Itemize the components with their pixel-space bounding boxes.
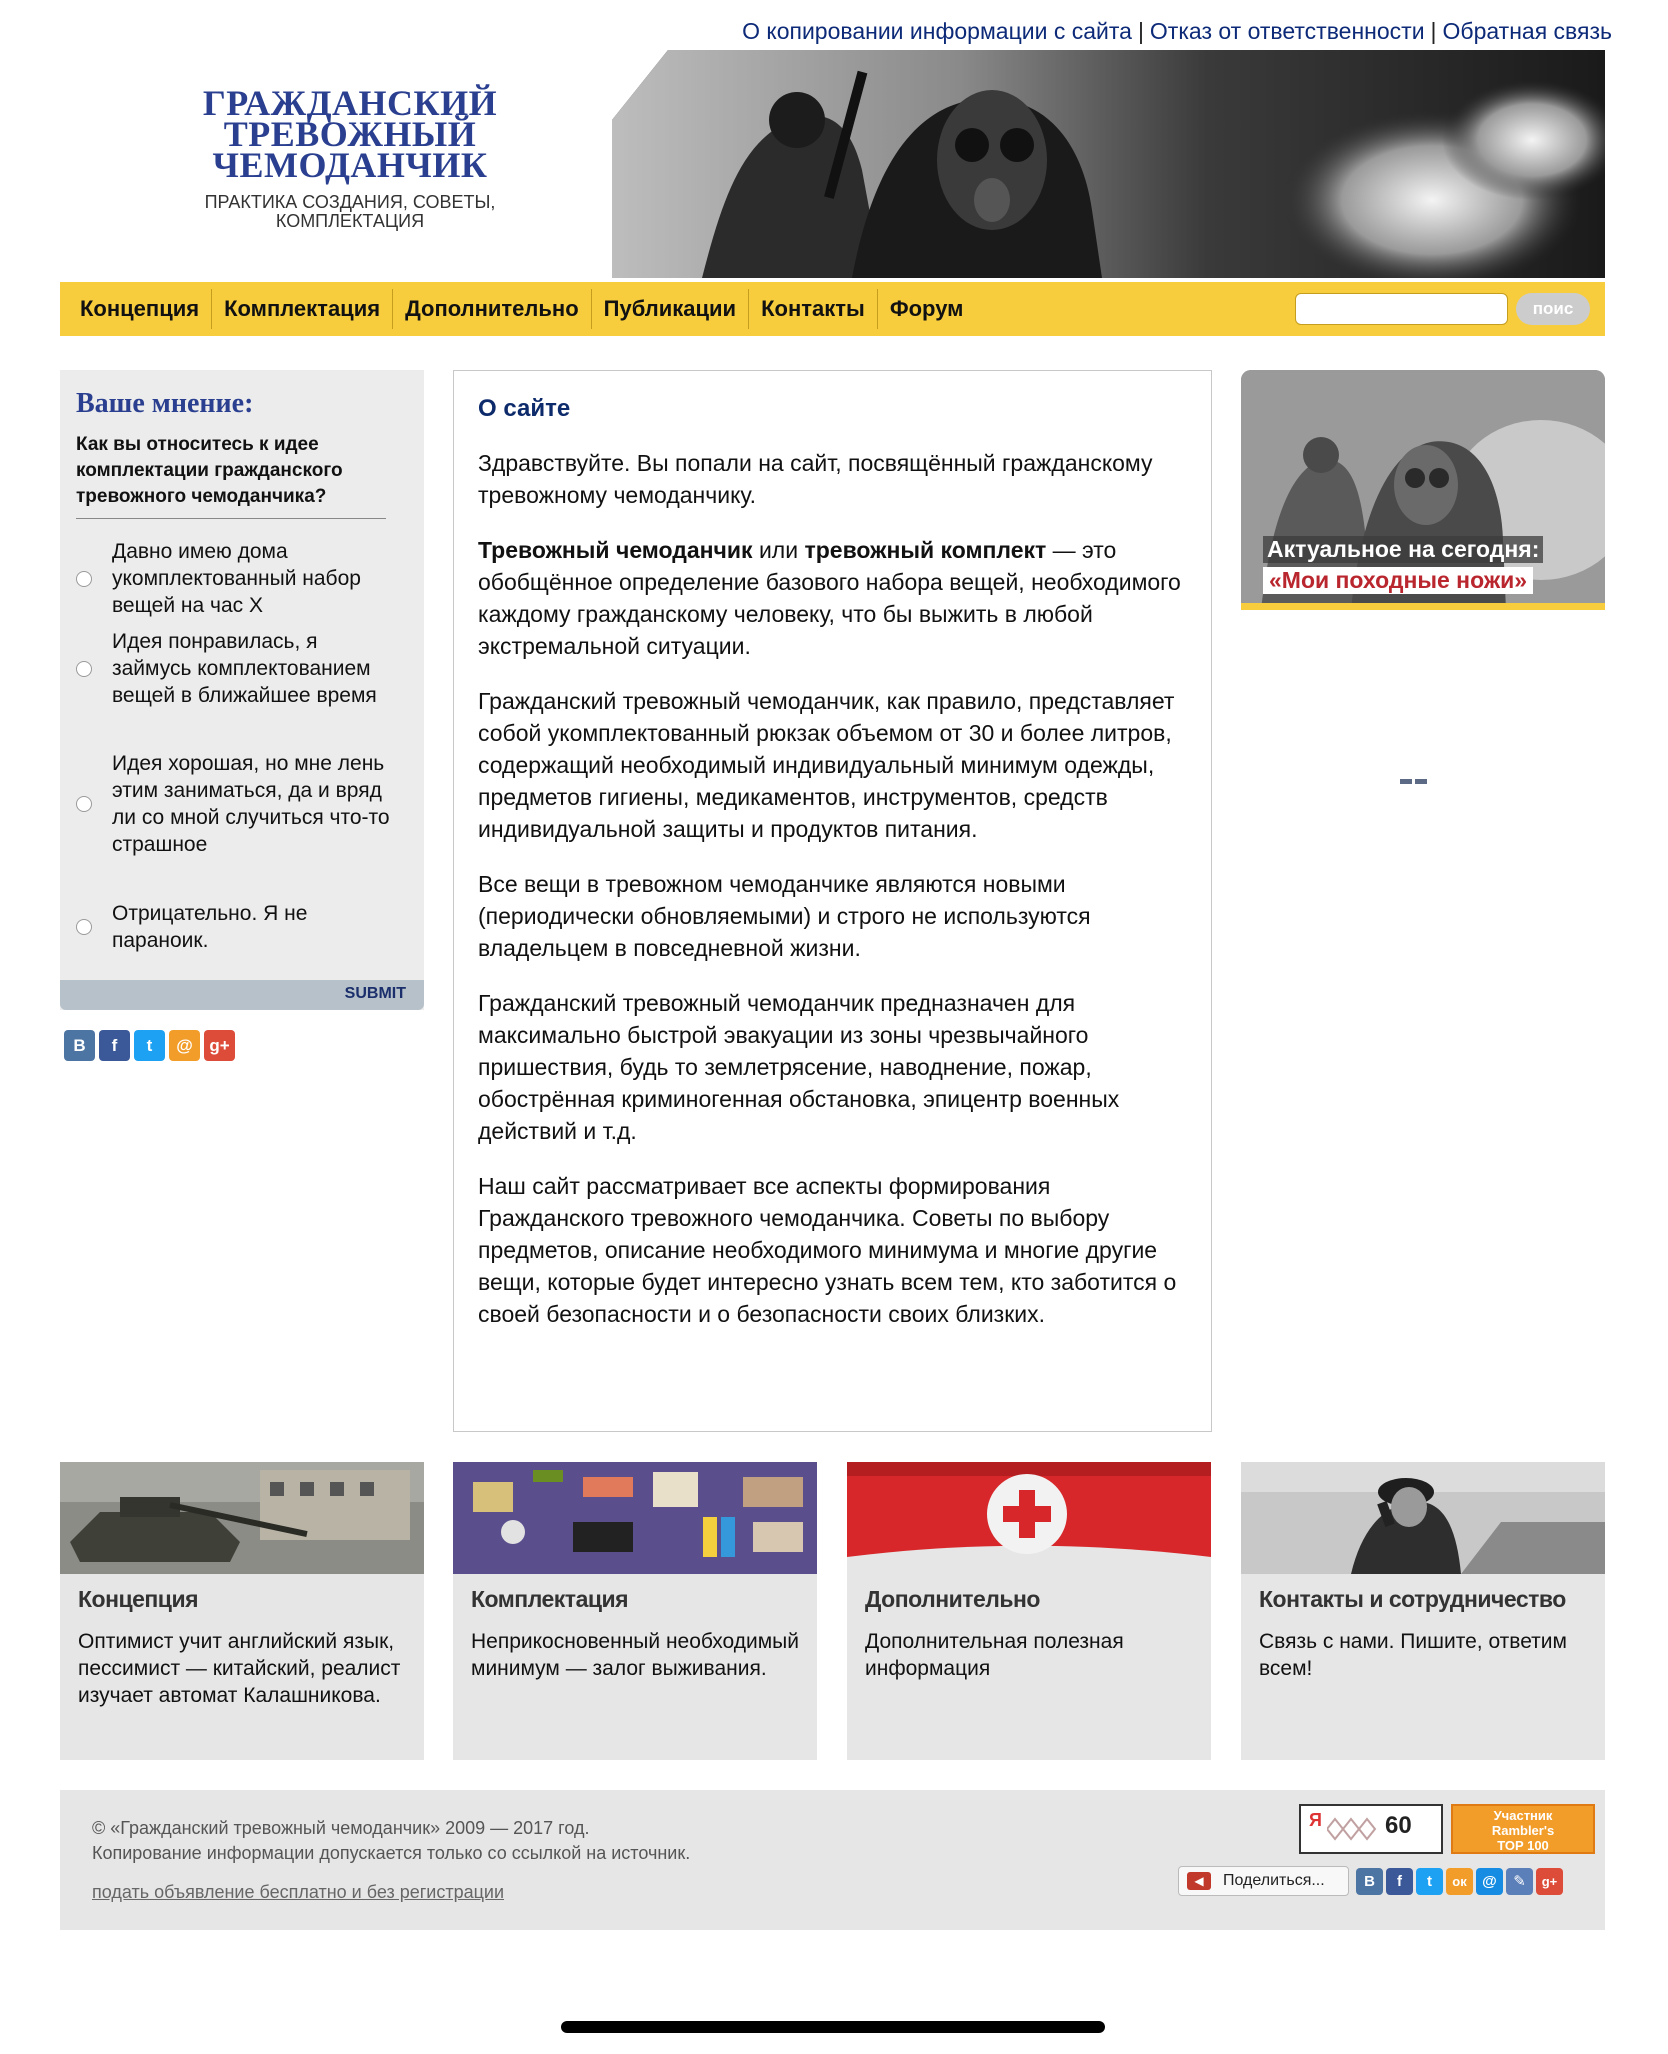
card-text: Неприкосновенный необходимый минимум — залог выживания. [471, 1630, 799, 1680]
logo-line: ТРЕВОЖНЫЙ [223, 114, 477, 154]
tank-photo [60, 1462, 424, 1574]
nav-item-publications[interactable]: Публикации [592, 289, 749, 329]
logo-subtitle: ПРАКТИКА СОЗДАНИЯ, СОВЕТЫ, КОМПЛЕКТАЦИЯ [204, 192, 496, 231]
header-banner-image [612, 50, 1605, 278]
footer [60, 1790, 1605, 1930]
yandex-logo: Я [1309, 1810, 1322, 1830]
rambler-top100-badge[interactable] [1451, 1804, 1595, 1854]
copy-info-link[interactable]: О копировании информации с сайта [742, 18, 1132, 44]
loader-bar [1415, 779, 1427, 784]
badge-line: TOP 100 [1497, 1838, 1549, 1853]
text: — это обобщённое определение базового набора вещей, необходимого каждому гражданскому человеку, что бы выжить в любой экстремальной ситуации. [478, 537, 1181, 659]
counter-pattern-icon [1327, 1814, 1377, 1844]
card-title[interactable]: Концепция [78, 1586, 199, 1612]
paragraph: Гражданский тревожный чемоданчик предназначен для максимально быстрой эвакуации из зоны чрезвычайного пришествия, будь то землетрясение, наводнение, пожар, обострённая криминогенная обстановка, эпицентр военных действий и т.д. [478, 990, 1120, 1144]
poll-radio[interactable] [76, 919, 92, 935]
card-title[interactable]: Комплектация [471, 1586, 629, 1612]
separator: | [1137, 18, 1144, 44]
text: или [752, 537, 805, 563]
google-plus-icon[interactable]: g+ [204, 1030, 235, 1061]
home-indicator [561, 2021, 1105, 2033]
paragraph: Гражданский тревожный чемоданчик, как правило, представляет собой укомплектованный рюкзак объемом от 30 и более литров, содержащий необходимый индивидуальный минимум одежды, предметов гигиены, медикаментов, инструментов, средств индивидуальной защиты и продуктов питания. [478, 688, 1175, 842]
card-contacts[interactable] [1241, 1462, 1605, 1760]
poll-question: Как вы относитесь к идее комплектации гражданского тревожного чемоданчика? [76, 432, 386, 519]
card-text: Дополнительная полезная информация [865, 1630, 1124, 1680]
poll-radio[interactable] [76, 796, 92, 812]
poll-submit-button[interactable] [60, 980, 424, 1010]
poll-heading: Ваше мнение: [76, 388, 254, 419]
counter-value: 60 [1385, 1812, 1412, 1839]
card-image [60, 1462, 424, 1574]
nav-item-forum[interactable]: Форум [889, 296, 964, 321]
loader-bar [1400, 779, 1412, 784]
copy-notice-text: Копирование информации допускается только со ссылкой на источник. [92, 1843, 691, 1863]
promo-link[interactable]: «Мои походные ножи» [1263, 567, 1533, 594]
nav-item-additional[interactable]: Дополнительно [393, 289, 592, 329]
card-equipment[interactable] [453, 1462, 817, 1760]
share-button[interactable] [1178, 1866, 1349, 1896]
livejournal-icon[interactable]: ✎ [1506, 1868, 1533, 1895]
promo-label: Актуальное на сегодня: [1263, 536, 1543, 563]
feedback-link[interactable]: Обратная связь [1442, 18, 1612, 44]
badge-line: Участник [1493, 1808, 1553, 1823]
paragraph [478, 534, 1187, 662]
vk-icon[interactable]: В [64, 1030, 95, 1061]
poll-option-label: Идея хорошая, но мне лень этим заниматься, да и вряд ли со мной случиться что-то страшное [112, 752, 390, 856]
facebook-icon[interactable]: f [99, 1030, 130, 1061]
site-logo[interactable] [160, 83, 540, 231]
badge-line: Rambler's [1491, 1823, 1555, 1838]
social-share-left [64, 1030, 235, 1061]
mail-icon[interactable]: @ [169, 1030, 200, 1061]
paragraph: Наш сайт рассматривает все аспекты формирования Гражданского тревожного чемоданчика. Советы по выбору предметов, описание необходимого минимума и многие другие вещи, которые будет интересно узнать всем тем, кто заботится о своей безопасности и о безопасности своих близких. [478, 1173, 1177, 1327]
twitter-icon[interactable]: t [134, 1030, 165, 1061]
ad-link[interactable]: подать объявление бесплатно и без регистрации [92, 1882, 505, 1902]
loading-indicator [1400, 779, 1427, 784]
poll-submit-label: SUBMIT [344, 985, 406, 1002]
poll-option-label: Отрицательно. Я не параноик. [112, 902, 308, 952]
share-label: Поделиться... [1223, 1872, 1325, 1889]
kit-items-photo [453, 1462, 817, 1574]
bold-term: тревожный комплект [804, 537, 1047, 563]
social-share-footer [1356, 1868, 1563, 1895]
main-content [453, 370, 1212, 1432]
phone-call-photo [1241, 1462, 1605, 1574]
bold-term: Тревожный чемоданчик [478, 537, 753, 563]
mail-icon[interactable]: @ [1476, 1868, 1503, 1895]
nav-item-concept[interactable]: Концепция [68, 289, 212, 329]
odnoklassniki-icon[interactable]: ок [1446, 1868, 1473, 1895]
disclaimer-link[interactable]: Отказ от ответственности [1149, 18, 1425, 44]
card-image [847, 1462, 1211, 1574]
search-button[interactable]: поис [1516, 293, 1590, 325]
paragraph: Здравствуйте. Вы попали на сайт, посвящённый гражданскому тревожному чемоданчику. [478, 450, 1153, 508]
logo-title [160, 83, 540, 185]
card-title[interactable]: Контакты и сотрудничество [1259, 1586, 1566, 1612]
search-input[interactable] [1295, 293, 1508, 325]
poll-option[interactable] [76, 628, 406, 709]
card-concept[interactable] [60, 1462, 424, 1760]
card-title[interactable]: Дополнительно [865, 1586, 1040, 1612]
poll-option[interactable] [76, 538, 406, 619]
card-text: Оптимист учит английский язык, пессимист — китайский, реалист изучает автомат Калашникова. [78, 1630, 401, 1707]
facebook-icon[interactable]: f [1386, 1868, 1413, 1895]
card-text: Связь с нами. Пишите, ответим всем! [1259, 1630, 1567, 1680]
poll-option[interactable] [76, 750, 406, 858]
poll-option[interactable] [76, 900, 406, 954]
yandex-counter[interactable] [1299, 1804, 1443, 1854]
card-image [1241, 1462, 1605, 1574]
card-image [453, 1462, 817, 1574]
share-icon: ◀ [1187, 1872, 1211, 1890]
separator: | [1430, 18, 1437, 44]
footer-copyright [92, 1816, 690, 1866]
poll-radio[interactable] [76, 661, 92, 677]
nav-item-contacts[interactable]: Контакты [749, 289, 878, 329]
google-plus-icon[interactable]: g+ [1536, 1868, 1563, 1895]
logo-line: ГРАЖДАНСКИЙ [202, 83, 498, 123]
poll-radio[interactable] [76, 571, 92, 587]
twitter-icon[interactable]: t [1416, 1868, 1443, 1895]
top-links [742, 18, 1612, 45]
page-title: О сайте [478, 395, 571, 422]
copyright-text: © «Гражданский тревожный чемоданчик» 2009 — 2017 год. [92, 1818, 590, 1838]
promo-block[interactable] [1241, 370, 1605, 610]
poll-option-label: Давно имею дома укомплектованный набор вещей на час Х [112, 540, 361, 617]
main-navbar [60, 282, 1605, 336]
banner-photo [612, 50, 1605, 278]
logo-line: ЧЕМОДАНЧИК [212, 145, 488, 185]
poll-panel [60, 370, 424, 1010]
nav-item-equipment[interactable]: Комплектация [212, 289, 393, 329]
vk-icon[interactable]: В [1356, 1868, 1383, 1895]
paragraph: Все вещи в тревожном чемоданчике являются новыми (периодически обновляемыми) и строго не используются владельцем в повседневной жизни. [478, 871, 1091, 961]
card-additional[interactable] [847, 1462, 1211, 1760]
red-cross-photo [847, 1462, 1211, 1574]
poll-option-label: Идея понравилась, я займусь комплектованием вещей в ближайшее время [112, 630, 377, 707]
